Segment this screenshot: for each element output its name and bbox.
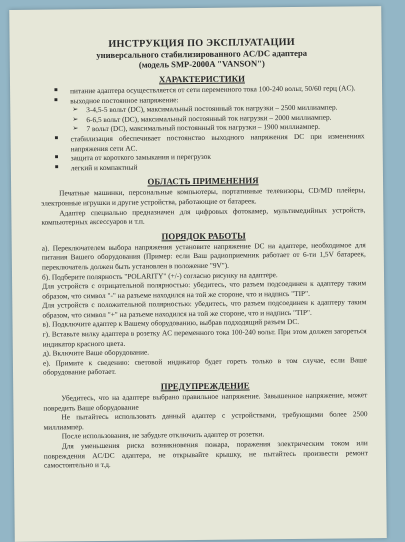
list-item: ➢ 3-4,5-5 вольт (DC), максимальный постоянный ток нагрузки – 2500 миллиампер. [40,102,364,115]
specs-heading: ХАРАКТЕРИСТИКИ [158,73,245,85]
warning-paragraph: Не пытайтесь использовать данный адаптер с устройствами, требующими более 2500 миллиампер. [43,409,368,432]
procedure-step: в). Подключите адаптер к Вашему оборудованию, выбрав подходящий разъем DC. [42,317,300,330]
usage-paragraph: Печатные машинки, персональные компьютеры, портативные телевизоры, CD/MD плейеры, электронные игрушки и другие устройства, работающие от батареек. [41,185,366,208]
document-title: ИНСТРУКЦИЯ ПО ЭКСПЛУАТАЦИИ [108,36,295,50]
procedure-step: е). Примите к сведению: световой индикатор будет гореть только в том случае, если Ваше оборудование работает. [42,355,367,378]
voltage-list [40,102,364,134]
specs-list-2 [41,131,365,173]
list-item: ■ легкий и компактный [41,160,365,173]
list-item: ■ выходное постоянное напряжение: [40,93,364,106]
usage-paragraph: Адаптер специально предназначен для цифровых фотокамер, мультимедийных устройств, компьютерных аксессуаров и т.п. [41,204,366,227]
procedure-heading: ПОРЯДОК РАБОТЫ [161,230,246,242]
procedure-step: д). Включите Ваше оборудование. [42,347,150,358]
model-line: (модель SMP-2000A "VANSON") [138,58,265,70]
list-item: ■ стабилизация обеспечивает постоянство выходного напряжения DC при изменениях напряжения сети AC. [41,131,365,154]
list-item: ➢ 7 вольт (DC), максимальный постоянный ток нагрузки – 1900 миллиампер. [40,122,364,135]
list-item: ■ защита от короткого замыкания и перегрузок [41,150,365,163]
procedure-step: а). Переключателем выбора напряжения установите напряжение DC на адаптере, необходимое для питания Вашего оборудования (Пример: если Ваш радиоприемник работает от 6-ти 1,5V батареек, переключатель должен быть установлен в положение "9V"). [41,239,366,272]
procedure-step: Для устройств с положительной полярностью: убедитесь, что разъем подсоединен к адаптеру таким образом, что символ "+" на разъеме находился на той же стороне, что и надпись "TIP". [42,297,367,320]
procedure-step: б). Подберите полярность "POLARITY" (+/-) согласно рисунку на адаптере. [41,269,278,282]
warning-heading: ПРЕДУПРЕЖДЕНИЕ [160,380,250,392]
procedure-step: Для устройств с отрицательной полярностью: убедитесь, что разъем подсоединен к адаптеру таким образом, что символ "-" на разъеме находился на той же стороне, что и надпись "TIP". [42,278,367,301]
document-subtitle: универсального стабилизированного AC/DC адаптера [96,47,308,61]
warning-paragraph: Убедитесь, что на адаптере выбрано правильное напряжение. Завышенное напряжение, может повредить Ваше оборудование [43,390,368,413]
instruction-sheet [9,6,387,542]
list-item: ➢ 6-6,5 вольт (DC), максимальный постоянный ток нагрузки – 2000 миллиампер. [40,112,364,125]
procedure-step: г). Вставьте вилку адаптера в розетку AC переменного тока 100-240 вольт. При этом должен загореться индикатор красного цвета. [42,326,367,349]
usage-heading: ОБЛАСТЬ ПРИМЕНЕНИЯ [147,175,259,187]
warning-paragraph: Для уменьшения риска возникновения пожара, поражения электрическим током или повреждения AC/DC адаптера, не открывайте крышку, не пытайтесь произвести ремонт самостоятельно и т.д. [43,438,368,470]
list-item: ■ питание адаптера осуществляется от сети переменного тока 100-240 вольт, 50/60 герц (AC). [40,83,364,96]
warning-paragraph: После использования, не забудьте отключить адаптер от розетки. [61,429,265,441]
